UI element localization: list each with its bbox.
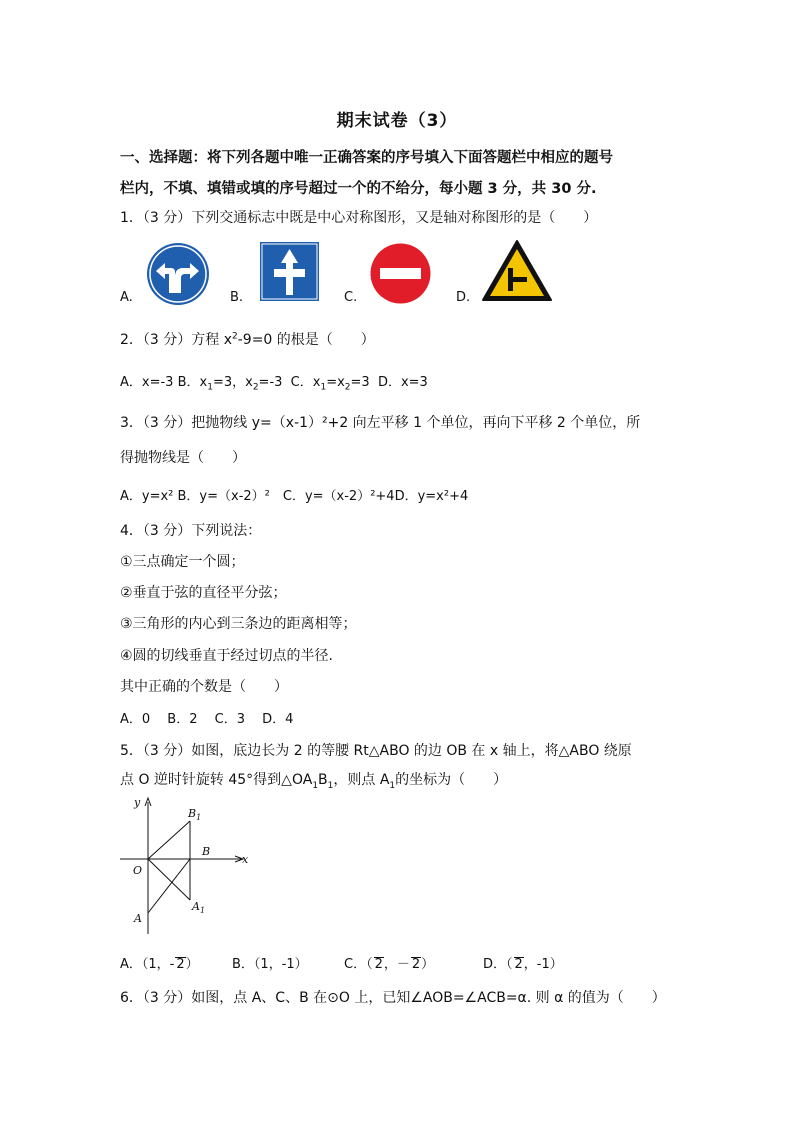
- q4-stem: 4．（3 分）下列说法：: [120, 523, 262, 539]
- q2-option-a: A．x=-3: [120, 375, 174, 390]
- q1-option-c-label: C.: [344, 290, 358, 305]
- crossroad-sign-icon: [259, 241, 320, 302]
- t-junction-warning-sign-icon: [481, 238, 553, 304]
- fig-label-a: A: [134, 912, 142, 925]
- fig-label-o: O: [133, 864, 143, 877]
- q4-statement-1: ①三点确定一个圆；: [120, 554, 245, 570]
- q4-options: A．0 B．2 C．3 D．4: [120, 712, 294, 727]
- q3-options: A．y=x² B．y=（x-2）² C．y=（x-2）²+4D．y=x²+4: [120, 489, 469, 504]
- q3-stem-line1: 3．（3 分）把抛物线 y=（x-1）²+2 向左平移 1 个单位，再向下平移 2 个单位，所: [120, 415, 641, 431]
- q2-options: [120, 371, 428, 393]
- q4-statement-2: ②垂直于弦的直径平分弦；: [120, 585, 287, 601]
- fig-label-x: x: [242, 853, 249, 866]
- q1-option-d-label: D.: [456, 290, 471, 305]
- q5-option-b: B．（1，-1）: [232, 957, 308, 972]
- section-instructions-line1: 一、选择题：将下列各题中唯一正确答案的序号填入下面答题栏中相应的题号: [120, 150, 613, 166]
- q5-option-a: A．（1，- 2）: [120, 957, 199, 972]
- fig-label-b1: $B_1$: [188, 807, 202, 822]
- q2-option-b: B．$x_1=3$，$x_2=-3$: [177, 375, 283, 393]
- q5-stem-line1: 5．（3 分）如图，底边长为 2 的等腰 Rt△ABO 的边 OB 在 x 轴上，将△ABO 绕原: [120, 743, 632, 759]
- q5-option-c: C．（ 2，－ 2）: [344, 957, 435, 972]
- q1-stem: 1．（3 分）下列交通标志中既是中心对称图形，又是轴对称图形的是（ ）: [120, 210, 598, 226]
- q4-statement-4: ④圆的切线垂直于经过切点的半径.: [120, 648, 334, 664]
- q4-question: 其中正确的个数是（ ）: [120, 679, 288, 695]
- q1-option-a-label: A.: [120, 290, 133, 305]
- no-entry-sign-icon: [369, 242, 432, 305]
- q1-option-b-label: B.: [230, 290, 244, 305]
- turn-left-right-sign-icon: [145, 241, 211, 307]
- q2-option-d: D．x=3: [377, 375, 428, 390]
- q2-option-c: C．$x_1=x_2=3$: [290, 375, 370, 393]
- q2-stem: 2．（3 分）方程 $x^2-9=0$ 的根是（ ）: [120, 331, 375, 348]
- q4-statement-3: ③三角形的内心到三条边的距离相等；: [120, 616, 357, 632]
- fig-label-y: y: [134, 796, 141, 809]
- fig-label-b: B: [202, 845, 211, 858]
- rotation-figure: [116, 792, 256, 937]
- q6-stem: 6．（3 分）如图，点 A、C、B 在⊙O 上，已知∠AOB=∠ACB=α. 则 α 的值为（ ）: [120, 990, 666, 1006]
- fig-label-a1: $A_1$: [192, 900, 206, 915]
- q3-stem-line2: 得抛物线是（ ）: [120, 450, 246, 466]
- q5-option-d: D．（ 2，-1）: [483, 957, 563, 972]
- section-instructions-line2: 栏内，不填、填错或填的序号超过一个的不给分，每小题 3 分，共 30 分.: [120, 181, 597, 197]
- page-title: 期末试卷（3）: [336, 111, 458, 131]
- q5-stem-line2: 点 O 逆时针旋转 45°得到$\triangle OA_1B_1$，则点 $A_1$的坐标为（ ）: [120, 772, 508, 791]
